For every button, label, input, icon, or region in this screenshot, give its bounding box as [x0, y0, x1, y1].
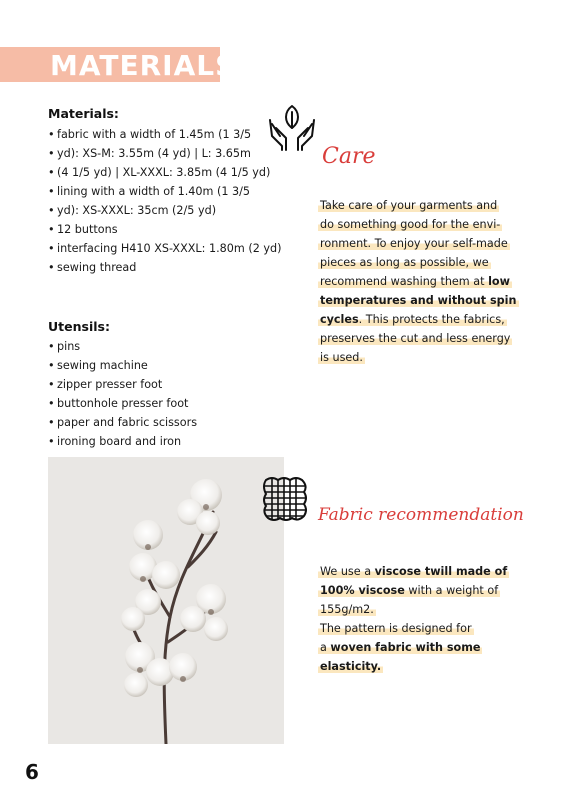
materials-heading: Materials:	[48, 106, 119, 121]
list-item: • pins	[48, 337, 298, 356]
list-item: • interfacing H410 XS-XXXL: 1.80m (2 yd)	[48, 239, 298, 258]
list-item: • lining with a width of 1.40m (1 3/5	[48, 182, 298, 201]
list-item: • sewing thread	[48, 258, 298, 277]
list-item: • ironing board and iron	[48, 432, 298, 451]
care-title: Care	[322, 144, 376, 169]
cotton-branch-photo	[48, 457, 284, 744]
care-paragraph: Take care of your garments and do something good for the envi- ronment. To enjoy your self-made pieces as long as possible, we recommend washing them at low temperatures and without spin cycles. This protects the fabrics, preserves the cut and less energy is used.	[320, 199, 517, 364]
list-item: • yd): XS-M: 3.55m (4 yd) | L: 3.65m	[48, 144, 298, 163]
list-item: • sewing machine	[48, 356, 298, 375]
fabric-paragraph: We use a viscose twill made of 100% viscose with a weight of 155g/m2. The pattern is designed for a woven fabric with some elasticity.	[320, 565, 508, 673]
list-item: • fabric with a width of 1.45m (1 3/5	[48, 125, 298, 144]
page-number: 6	[25, 760, 39, 784]
list-item: • (4 1/5 yd) | XL-XXXL: 3.85m (4 1/5 yd)	[48, 163, 298, 182]
materials-list	[48, 125, 298, 277]
fabric-title: Fabric recommendation	[318, 505, 524, 525]
utensils-heading: Utensils:	[48, 319, 110, 334]
list-item: • paper and fabric scissors	[48, 413, 298, 432]
list-item: • yd): XS-XXXL: 35cm (2/5 yd)	[48, 201, 298, 220]
utensils-list	[48, 337, 298, 451]
page-title: MATERIALS	[50, 49, 237, 82]
list-item: • 12 buttons	[48, 220, 298, 239]
fabric-swatch-icon	[258, 474, 312, 528]
hands-leaf-icon	[266, 102, 318, 152]
list-item: • zipper presser foot	[48, 375, 298, 394]
list-item: • buttonhole presser foot	[48, 394, 298, 413]
